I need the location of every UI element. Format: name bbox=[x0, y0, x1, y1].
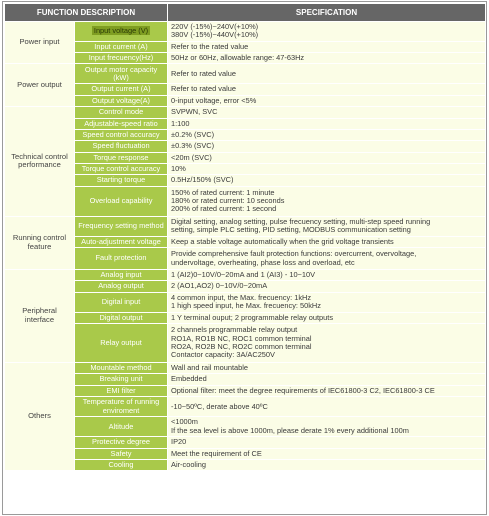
specification-line: 180% or rated current: 10 seconds bbox=[171, 195, 285, 205]
specification-line: -10~50ºC, derate above 40ºC bbox=[171, 401, 268, 411]
function-item-torque-control-accuracy: Torque control accuracy bbox=[75, 163, 168, 174]
specification-line: 4 common input, the Max. frecuency: 1kHz bbox=[171, 292, 312, 302]
specification-value bbox=[168, 152, 486, 163]
table-row bbox=[5, 374, 486, 385]
specification-value bbox=[168, 41, 486, 52]
function-item-altitude: Altitude bbox=[75, 417, 168, 437]
category-others: Others bbox=[5, 363, 75, 471]
specification-line: RO1A, RO1B NC, ROC1 common terminal bbox=[171, 333, 312, 343]
specification-line: 150% of rated current: 1 minute bbox=[171, 187, 275, 197]
specification-value bbox=[168, 141, 486, 152]
category-running-control-feature: Running control feature bbox=[5, 216, 75, 269]
table-row bbox=[5, 324, 486, 363]
table-row bbox=[5, 363, 486, 374]
specification-value bbox=[168, 324, 486, 363]
table-row bbox=[5, 385, 486, 396]
category-power-output: Power output bbox=[5, 64, 75, 107]
specification-table bbox=[4, 3, 486, 471]
table-row bbox=[5, 216, 486, 236]
table-row bbox=[5, 95, 486, 106]
specification-line: Optional filter: meet the degree requirements of IEC61800-3 C2, IEC61800-3 CE bbox=[171, 385, 435, 395]
specification-value bbox=[168, 448, 486, 459]
specification-value bbox=[168, 64, 486, 84]
specification-line: ±0.2% (SVC) bbox=[171, 129, 215, 139]
function-item-output-motor-capacity-kw: Output motor capacity (kW) bbox=[75, 64, 168, 84]
specification-line: Wall and rail mountable bbox=[171, 363, 248, 373]
function-item-output-current-a: Output current (A) bbox=[75, 84, 168, 95]
function-item-torque-response: Torque response bbox=[75, 152, 168, 163]
specification-line: 200% of rated current: 1 second bbox=[171, 204, 277, 214]
function-item-output-voltage-a: Output voltage(A) bbox=[75, 95, 168, 106]
specification-line: Refer to rated value bbox=[171, 68, 236, 78]
specification-line: undervoltage, overheating, phase loss and overload, etc bbox=[171, 257, 355, 267]
specification-body bbox=[5, 22, 486, 471]
table-row bbox=[5, 417, 486, 437]
specification-line: 220V (-15%)~240V(+10%) bbox=[171, 22, 259, 31]
function-item-relay-output: Relay output bbox=[75, 324, 168, 363]
specification-header: SPECIFICATION bbox=[168, 4, 486, 22]
specification-line: <1000m bbox=[171, 417, 198, 427]
specification-line: Contactor capacity: 3A/AC250V bbox=[171, 350, 275, 360]
specification-line: If the sea level is above 1000m, please derate 1% every additional 100m bbox=[171, 425, 409, 435]
function-item-temperature-of-running-enviroment: Temperature of running enviroment bbox=[75, 397, 168, 417]
specification-line: RO2A, RO2B NC, RO2C common terminal bbox=[171, 342, 312, 352]
table-row bbox=[5, 129, 486, 140]
specification-value bbox=[168, 374, 486, 385]
specification-value bbox=[168, 236, 486, 247]
function-item-input-voltage-v bbox=[75, 22, 168, 42]
category-technical-control-performance: Technical control performance bbox=[5, 107, 75, 217]
specification-value bbox=[168, 163, 486, 174]
specification-value bbox=[168, 107, 486, 118]
table-row bbox=[5, 312, 486, 323]
function-item-digital-input: Digital input bbox=[75, 292, 168, 312]
function-item-auto-adjustment-voltage: Auto-adjustment voltage bbox=[75, 236, 168, 247]
table-row bbox=[5, 437, 486, 448]
specification-line: 50Hz or 60Hz, allowable range: 47-63Hz bbox=[171, 53, 305, 63]
specification-line: 2 (AO1,AO2) 0~10V/0~20mA bbox=[171, 281, 268, 291]
table-row bbox=[5, 248, 486, 270]
table-row bbox=[5, 459, 486, 470]
function-item-digital-output: Digital output bbox=[75, 312, 168, 323]
specification-value bbox=[168, 459, 486, 470]
specification-value bbox=[168, 417, 486, 437]
specification-value bbox=[168, 216, 486, 236]
function-item-input-frecuency-hz: Input frecuency(Hz) bbox=[75, 53, 168, 64]
table-row bbox=[5, 270, 486, 281]
category-peripheral-interface: Peripheral interface bbox=[5, 270, 75, 363]
specification-value bbox=[168, 363, 486, 374]
table-row bbox=[5, 281, 486, 292]
table-row bbox=[5, 152, 486, 163]
specification-line: 0-input voltage, error <5% bbox=[171, 95, 257, 105]
table-row bbox=[5, 236, 486, 247]
table-row bbox=[5, 118, 486, 129]
specification-line: Refer to the rated value bbox=[171, 41, 249, 51]
specification-value bbox=[168, 385, 486, 396]
specification-line: setting, simple PLC setting, PID setting, MODBUS communication setting bbox=[171, 225, 411, 235]
specification-value bbox=[168, 281, 486, 292]
table-row bbox=[5, 292, 486, 312]
function-item-protective-degree: Protective degree bbox=[75, 437, 168, 448]
specification-line: SVPWN, SVC bbox=[171, 107, 218, 117]
specification-value bbox=[168, 186, 486, 216]
specification-line: 1 Y terminal ouput; 2 programmable relay outputs bbox=[171, 312, 334, 322]
specification-value bbox=[168, 312, 486, 323]
table-row bbox=[5, 107, 486, 118]
function-item-analog-input: Analog input bbox=[75, 270, 168, 281]
specification-line: Digital setting, analog setting, pulse frecuency setting, multi-step speed running bbox=[171, 216, 431, 226]
table-row bbox=[5, 448, 486, 459]
function-item-emi-filter: EMI filter bbox=[75, 385, 168, 396]
table-row bbox=[5, 397, 486, 417]
specification-value bbox=[168, 95, 486, 106]
function-item-frequency-setting-method: Frequency setting method bbox=[75, 216, 168, 236]
specification-line: 2 channels programmable relay output bbox=[171, 325, 298, 335]
specification-line: Air-cooling bbox=[171, 459, 206, 469]
specification-line: Keep a stable voltage automatically when the grid voltage transients bbox=[171, 236, 394, 246]
specification-line: Meet the requirement of CE bbox=[171, 448, 262, 458]
function-item-control-mode: Control mode bbox=[75, 107, 168, 118]
function-description-header: FUNCTION DESCRIPTION bbox=[5, 4, 168, 22]
specification-value bbox=[168, 437, 486, 448]
table-row bbox=[5, 186, 486, 216]
specification-line: 10% bbox=[171, 163, 186, 173]
highlighted-item-label: Input voltage (V) bbox=[93, 26, 149, 36]
specification-line: 1 (AI2)0~10V/0~20mA and 1 (AI3) - 10~10V bbox=[171, 270, 316, 280]
function-item-adjustable-speed-ratio: Adjustable-speed ratio bbox=[75, 118, 168, 129]
table-row bbox=[5, 22, 486, 42]
function-item-starting-torque: Starting torque bbox=[75, 175, 168, 186]
specification-line: <20m (SVC) bbox=[171, 152, 212, 162]
function-item-speed-control-accuracy: Speed control accuracy bbox=[75, 129, 168, 140]
function-item-cooling: Cooling bbox=[75, 459, 168, 470]
specification-line: Provide comprehensive fault protection functions: overcurrent, overvoltage, bbox=[171, 249, 417, 259]
specification-line: IP20 bbox=[171, 437, 187, 447]
specification-line: ±0.3% (SVC) bbox=[171, 141, 215, 151]
function-item-breaking-unit: Breaking unit bbox=[75, 374, 168, 385]
table-row bbox=[5, 163, 486, 174]
function-item-overload-capability: Overload capability bbox=[75, 186, 168, 216]
specification-line: Refer to rated value bbox=[171, 84, 236, 94]
specification-value bbox=[168, 118, 486, 129]
specification-line: 1 high speed input, he Max. frecuency: 50kHz bbox=[171, 301, 321, 311]
specification-value bbox=[168, 292, 486, 312]
specification-value bbox=[168, 270, 486, 281]
function-item-speed-fluctuation: Speed fluctuation bbox=[75, 141, 168, 152]
specification-value bbox=[168, 84, 486, 95]
specification-value bbox=[168, 22, 486, 42]
category-power-input: Power input bbox=[5, 22, 75, 64]
specification-line: 380V (-15%)~440V(+10%) bbox=[171, 30, 259, 40]
table-row bbox=[5, 64, 486, 84]
function-item-mountable-method: Mountable method bbox=[75, 363, 168, 374]
specification-line: Embedded bbox=[171, 374, 207, 384]
table-row bbox=[5, 175, 486, 186]
table-row bbox=[5, 41, 486, 52]
table-row bbox=[5, 84, 486, 95]
specification-value bbox=[168, 248, 486, 270]
specification-value bbox=[168, 175, 486, 186]
function-item-safety: Safety bbox=[75, 448, 168, 459]
specification-value bbox=[168, 397, 486, 417]
function-item-analog-output: Analog output bbox=[75, 281, 168, 292]
table-row bbox=[5, 141, 486, 152]
specification-line: 1:100 bbox=[171, 118, 190, 128]
table-row bbox=[5, 53, 486, 64]
table-header-row bbox=[5, 4, 486, 22]
function-item-fault-protection: Fault protection bbox=[75, 248, 168, 270]
specification-value bbox=[168, 53, 486, 64]
specification-line: 0.5Hz/150% (SVC) bbox=[171, 175, 234, 185]
function-item-input-current-a: Input current (A) bbox=[75, 41, 168, 52]
specification-value bbox=[168, 129, 486, 140]
